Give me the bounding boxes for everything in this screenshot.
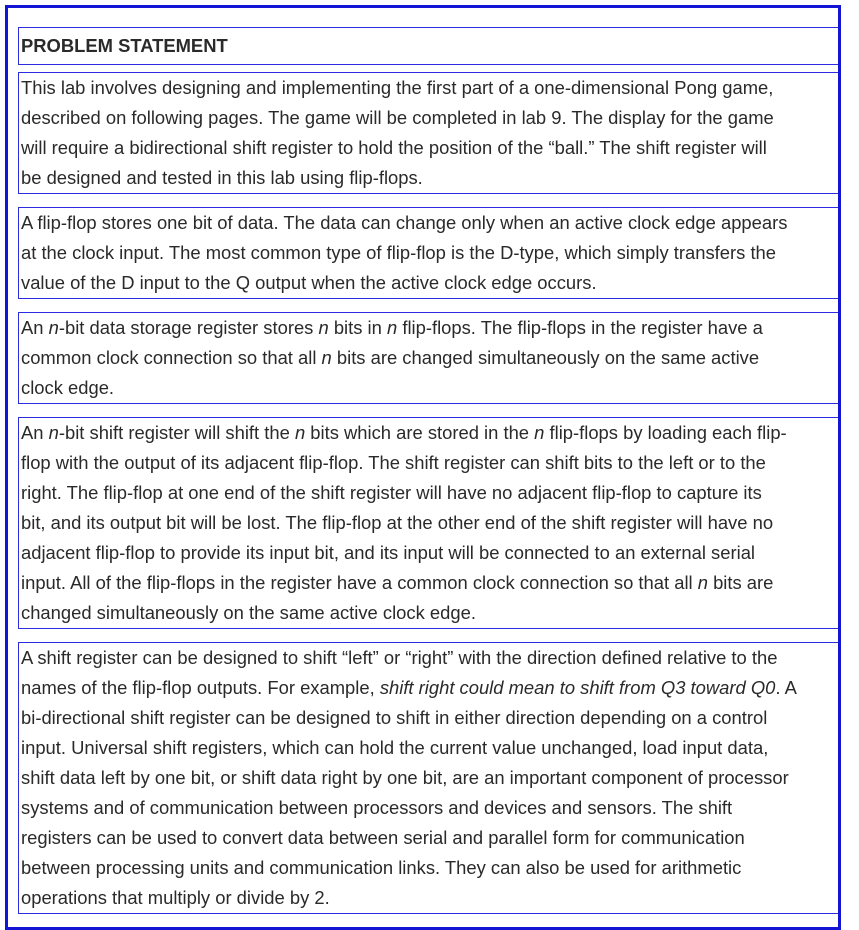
text-line: A shift register can be designed to shift “left” or “right” with the direction defined relative to the [21, 647, 778, 668]
text-line: be designed and tested in this lab using flip-flops. [21, 167, 423, 188]
paragraph-shift-register [18, 417, 838, 629]
text-line: described on following pages. The game will be completed in lab 9. The display for the game [21, 107, 774, 128]
text-line: registers can be used to convert data between serial and parallel form for communication [21, 827, 745, 848]
document-frame [5, 5, 841, 930]
paragraph-intro [18, 72, 838, 194]
text-line: shift data left by one bit, or shift data right by one bit, are an important component of processor [21, 767, 789, 788]
text-line: names of the flip-flop outputs. For example, shift right could mean to shift from Q3 toward Q0. A [21, 677, 797, 698]
text-line: systems and of communication between processors and devices and sensors. The shift [21, 797, 733, 818]
text-line: changed simultaneously on the same active clock edge. [21, 602, 476, 623]
text-line: input. Universal shift registers, which can hold the current value unchanged, load input data, [21, 737, 769, 758]
text-line: flop with the output of its adjacent flip-flop. The shift register can shift bits to the left or to the [21, 452, 766, 473]
text-line: This lab involves designing and implementing the first part of a one-dimensional Pong game, [21, 77, 774, 98]
text-line: operations that multiply or divide by 2. [21, 887, 330, 908]
text-line: bit, and its output bit will be lost. The flip-flop at the other end of the shift register will have no [21, 512, 774, 533]
paragraph-storage-register [18, 312, 838, 404]
text-line: An n-bit shift register will shift the n bits which are stored in the n flip-flops by loading each flip- [21, 422, 787, 443]
text-line: will require a bidirectional shift register to hold the position of the “ball.” The shift register will [21, 137, 767, 158]
text-line: A flip-flop stores one bit of data. The data can change only when an active clock edge appears [21, 212, 788, 233]
text-line: An n-bit data storage register stores n bits in n flip-flops. The flip-flops in the register have a [21, 317, 763, 338]
section-heading: PROBLEM STATEMENT [18, 27, 838, 65]
text-line: between processing units and communication links. They can also be used for arithmetic [21, 857, 742, 878]
text-line: bi-directional shift register can be designed to shift in either direction depending on a control [21, 707, 768, 728]
text-line: value of the D input to the Q output when the active clock edge occurs. [21, 272, 597, 293]
text-line: right. The flip-flop at one end of the shift register will have no adjacent flip-flop to capture its [21, 482, 762, 503]
paragraph-direction [18, 642, 838, 914]
text-line: clock edge. [21, 377, 115, 398]
text-line: adjacent flip-flop to provide its input bit, and its input will be connected to an external serial [21, 542, 756, 563]
paragraph-flip-flop [18, 207, 838, 299]
text-line: common clock connection so that all n bits are changed simultaneously on the same active [21, 347, 760, 368]
text-line: input. All of the flip-flops in the register have a common clock connection so that all n bits are [21, 572, 774, 593]
text-line: at the clock input. The most common type of flip-flop is the D-type, which simply transfers the [21, 242, 777, 263]
